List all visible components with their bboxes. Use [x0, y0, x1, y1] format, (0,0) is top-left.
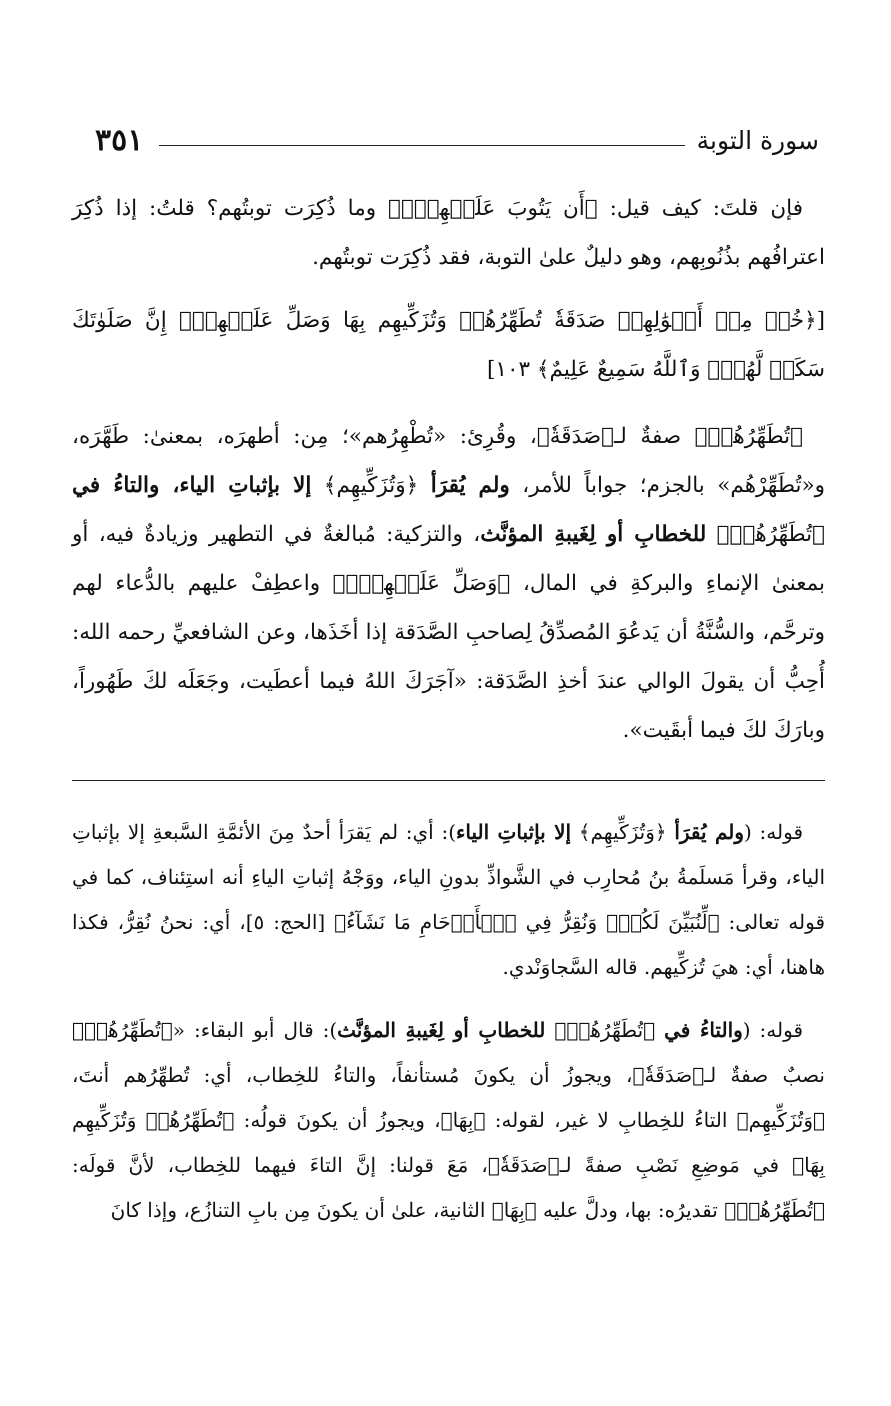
text-run: ): قال أبو البقاء: « — [172, 1018, 338, 1042]
text-run — [311, 473, 323, 498]
text-run — [706, 522, 716, 547]
quran-quote: ﴿تُطَهِّرُهُمۡ﴾ — [554, 1018, 656, 1042]
surah-title: سورة التوبة — [696, 125, 819, 155]
footnote-2 — [72, 1008, 825, 1233]
quran-quote: ﴿لِّنُبَيِّنَ لَكُمۡۚ وَنُقِرُّ فِي ٱلۡأَرۡحَامِ مَا نَشَآءُ﴾ — [334, 910, 720, 934]
bold-text: ولم يُقرَأ — [674, 820, 745, 844]
bold-text: والتاءُ في — [664, 1018, 743, 1042]
bold-text: إلا بإثباتِ الياء، والتاءُ في — [72, 473, 312, 498]
quran-quote: ﴿تُطَهِّرُهُمۡ وَتُزَكِّيهِم بِهَا﴾ — [72, 1108, 825, 1177]
header-rule — [159, 145, 684, 146]
verse-bracket: [ — [816, 308, 825, 333]
verse-block — [72, 296, 825, 394]
bold-text: للخطابِ أو لِغَيبةِ المؤنَّث — [480, 522, 707, 547]
text-run: قوله: ( — [744, 820, 804, 844]
text-run: التاءُ للخِطابِ لا غير، لقوله: — [485, 1108, 737, 1132]
text-run: ، مَعَ قولنا: إنَّ التاءَ فيهما للخِطاب، لأنَّ قولَه: — [72, 1153, 488, 1177]
footnote-divider — [72, 780, 825, 781]
verse-number: ١٠٣] — [487, 357, 537, 382]
text-run: ، والتزكية: مُبالغةٌ في التطهير وزيادةٌ فيه، أو بمعنىٰ الإنماءِ والبركةِ في المال، — [72, 522, 825, 596]
text-run: قوله: ( — [742, 1018, 804, 1042]
bold-text: إلا بإثباتِ الياء — [456, 820, 572, 844]
quran-quote: ﴿بِهَا﴾ — [440, 1108, 486, 1132]
quran-quote: ﴿بِهَا﴾ — [491, 1198, 537, 1222]
quran-quote: ﴿وَصَلِّ عَلَيۡهِمۡۖ﴾ — [332, 571, 511, 596]
quran-quote: ﴿وَتُزَكِّيهِم﴾ — [736, 1108, 825, 1132]
quran-quote: ﴿تُطَهِّرُهُمۡ﴾ — [724, 1198, 825, 1222]
text-run — [545, 1018, 554, 1042]
text-run: تقديرُه: بها، ودلَّ عليه — [536, 1198, 725, 1222]
text-run: ، ويجوزُ أن يكونَ قولُه: — [234, 1108, 441, 1132]
quran-quote: ﴿وَتُزَكِّيهِم﴾ — [323, 473, 419, 498]
text-run — [571, 820, 579, 844]
paragraph-question — [72, 184, 825, 282]
text-run: في مَوضِعِ نَصْبِ صفةً لـ — [559, 1153, 793, 1177]
quran-verse: ﴿خُذۡ مِنۡ أَمۡوَٰلِهِمۡ صَدَقَةٗ تُطَهِّرُهُمۡ وَتُزَكِّيهِم بِهَا وَصَلِّ عَلَيۡهِمۡۖ إِنَّ صَلَوٰتَكَ سَكَنٞ لَّهُمۡۗ وَٱللَّهُ سَمِيعٌ عَلِيمٌ﴾ — [72, 308, 825, 382]
text-run: صفةٌ لـ — [614, 424, 695, 449]
page-number: ٣٥١ — [95, 122, 144, 158]
quran-quote: ﴿أَن يَتُوبَ عَلَيۡهِمۡۚ﴾ — [388, 196, 598, 221]
bold-text: للخطابِ أو لِغَيبةِ المؤنَّث — [337, 1018, 546, 1042]
text-run: فإن قلتَ: كيف قيل: — [597, 196, 803, 221]
text-run: نصبٌ صفةٌ لـ — [704, 1063, 825, 1087]
paragraph-commentary — [72, 412, 825, 755]
text-run: ): أي: لم يَقرَأ أحدٌ مِنَ الأئمَّةِ السَّبعةِ إلا بإثباتِ الياء، وقرأ مَسلَمةُ بنُ مُحارِب في الشَّواذِّ بدونِ الياء، ووَجْهُ إثباتِ الياءِ أنه استِئناف، كما في قوله تعالى: — [72, 820, 826, 934]
quran-quote: ﴿صَدَقَةٗ﴾ — [487, 1153, 560, 1177]
text-run: ، وقُرِئ: «تُطْهِرُهم»؛ مِن: أطهرَه، بمعنىٰ: طَهَّرَه، و«تُطَهِّرْهُم» بالجزم؛ جواباً للأمر، — [72, 424, 825, 498]
text-run — [655, 1018, 664, 1042]
quran-quote: ﴿صَدَقَةٗ﴾ — [536, 424, 614, 449]
quran-quote: ﴿تُطَهِّرُهُمۡ﴾ — [694, 424, 803, 449]
text-run: وما ذُكِرَت توبتُهم؟ قلتُ: إذا ذُكِرَ اعترافُهم بذُنُوبِهم، وهو دليلٌ علىٰ التوبة، فقد ذُكِرَت توبتُهم. — [72, 196, 825, 270]
quran-quote: ﴿تُطَهِّرُهُمۡ﴾ — [716, 522, 825, 547]
text-run: ، ويجوزُ أن يكونَ مُستأنفاً، والتاءُ للخِطاب، أي: تُطهِّرُهم أنتَ، — [72, 1063, 633, 1087]
bold-text: ولم يُقرَأ — [430, 473, 510, 498]
footnotes — [72, 810, 825, 1251]
text-run: واعطِفْ عليهم بالدُّعاء لهم وترحَّم، والسُّنَّةُ أن يَدعُوَ المُصدِّقُ لِصاحبِ الصَّدَقة إذا أخَذَها، وعن الشافعيِّ رحمه الله: أُحِبُّ أن يقولَ الوالي عندَ أخذِ الصَّدَقة: «آجَرَكَ اللهُ فيما أعطَيت، وجَعَلَه لكَ طَهُوراً، وبارَكَ لكَ فيما أبقَيت». — [72, 571, 825, 743]
footnote-1 — [72, 810, 825, 990]
quran-quote: ﴿وَتُزَكِّيهِم﴾ — [578, 820, 667, 844]
text-run: [الحج: ٥]، أي: نحنُ نُقِرُّ، فكذا هاهنا، أي: هيَ تُزكِّيهم. قاله السَّجاوَنْدي. — [72, 910, 825, 979]
text-run: الثانية، علىٰ أن يكونَ مِن بابِ التنازُع، وإذا كانَ — [110, 1198, 492, 1222]
text-run — [418, 473, 430, 498]
quran-quote: ﴿صَدَقَةٗ﴾ — [632, 1063, 705, 1087]
running-header — [95, 118, 819, 162]
main-text — [72, 184, 825, 769]
quran-quote: ﴿تُطَهِّرُهُمۡ﴾ — [72, 1018, 173, 1042]
